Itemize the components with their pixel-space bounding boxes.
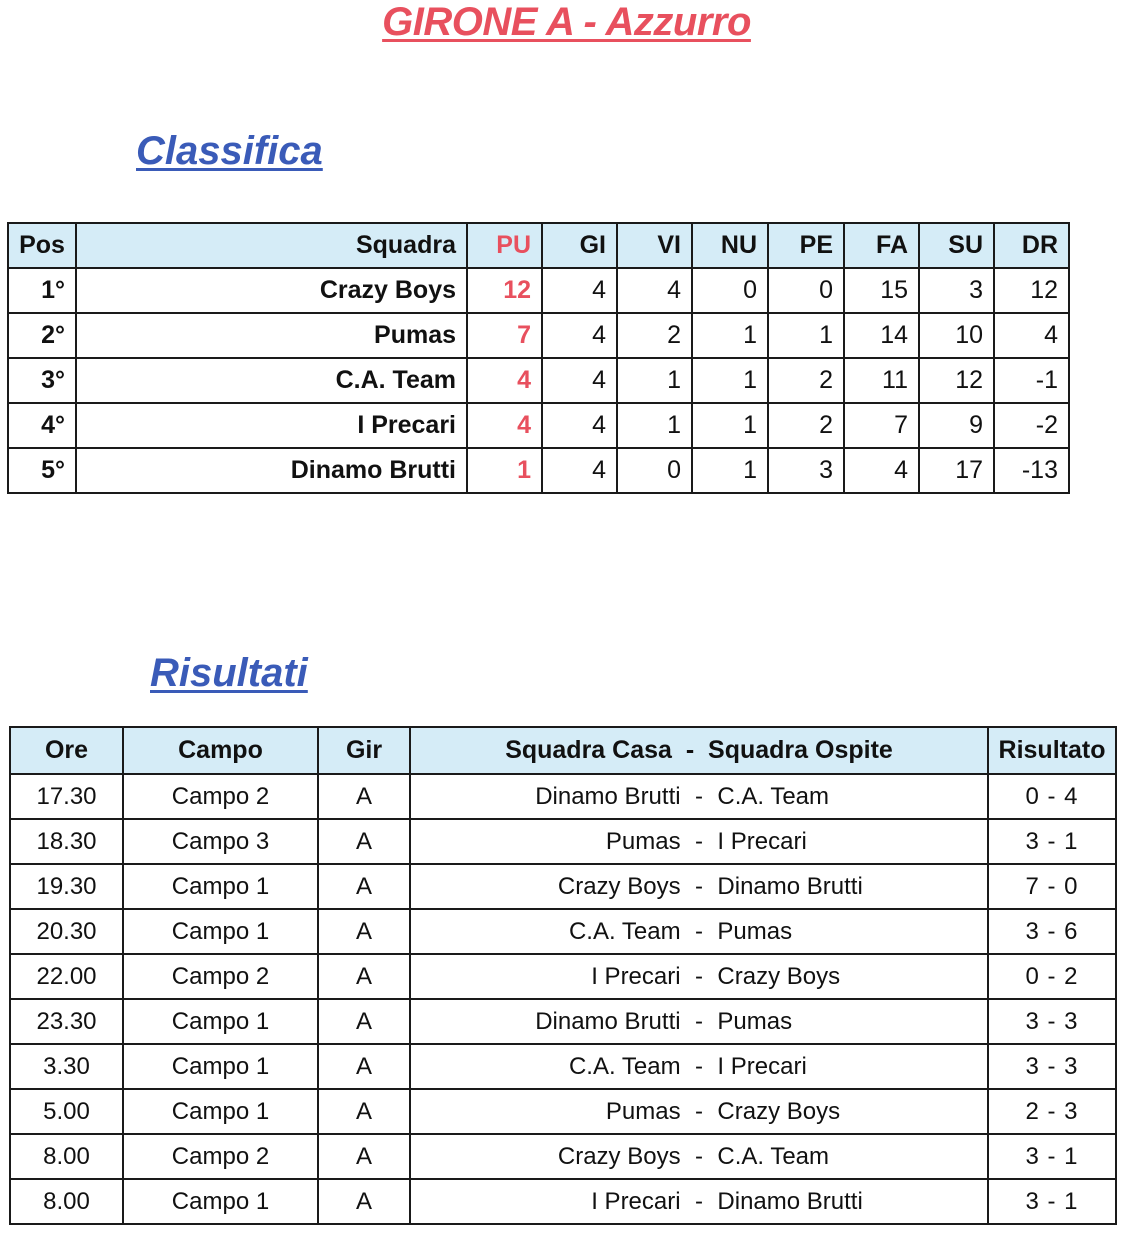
column-header: PE: [768, 223, 844, 268]
match-separator: -: [695, 827, 703, 855]
standings-cell-fa: 14: [844, 313, 919, 358]
column-header: Risultato: [988, 727, 1116, 774]
results-cell-score: 3 - 3: [988, 1044, 1116, 1089]
home-team: C.A. Team: [568, 1052, 681, 1080]
column-header: Ore: [10, 727, 123, 774]
table-row: [8, 268, 1069, 313]
match-separator: -: [695, 1187, 703, 1215]
column-header: SU: [919, 223, 994, 268]
standings-cell-pos: 5°: [8, 448, 76, 493]
standings-cell-team: C.A. Team: [76, 358, 467, 403]
column-header: NU: [692, 223, 768, 268]
results-cell-gir: A: [318, 954, 410, 999]
table-row: [8, 313, 1069, 358]
standings-cell-vi: 2: [617, 313, 692, 358]
standings-cell-pu: 1: [467, 448, 542, 493]
match-separator: -: [695, 1097, 703, 1125]
column-header: GI: [542, 223, 617, 268]
away-team: C.A. Team: [717, 1142, 830, 1170]
table-row: [10, 1134, 1116, 1179]
results-cell-ore: 19.30: [10, 864, 123, 909]
standings-cell-pu: 4: [467, 358, 542, 403]
results-table: [9, 726, 1117, 1225]
standings-cell-pu: 12: [467, 268, 542, 313]
home-team: I Precari: [591, 962, 681, 990]
results-cell-gir: A: [318, 999, 410, 1044]
standings-cell-nu: 1: [692, 403, 768, 448]
standings-cell-dr: 4: [994, 313, 1069, 358]
standings-cell-team: Crazy Boys: [76, 268, 467, 313]
standings-cell-nu: 0: [692, 268, 768, 313]
results-cell-score: 3 - 1: [988, 1134, 1116, 1179]
standings-cell-su: 3: [919, 268, 994, 313]
column-header: Gir: [318, 727, 410, 774]
table-row: [10, 954, 1116, 999]
column-header: DR: [994, 223, 1069, 268]
table-row: [10, 1089, 1116, 1134]
results-cell-match: [410, 774, 988, 819]
results-header-row: [10, 727, 1116, 774]
match-separator: -: [695, 962, 703, 990]
results-cell-ore: 8.00: [10, 1179, 123, 1224]
results-cell-score: 0 - 2: [988, 954, 1116, 999]
standings-cell-team: Dinamo Brutti: [76, 448, 467, 493]
results-cell-score: 3 - 3: [988, 999, 1116, 1044]
standings-cell-gi: 4: [542, 403, 617, 448]
standings-cell-nu: 1: [692, 358, 768, 403]
standings-cell-gi: 4: [542, 313, 617, 358]
home-team: Pumas: [605, 827, 681, 855]
results-cell-match: [410, 1134, 988, 1179]
standings-cell-su: 10: [919, 313, 994, 358]
results-cell-ore: 18.30: [10, 819, 123, 864]
table-row: [8, 448, 1069, 493]
column-header: Squadra: [76, 223, 467, 268]
results-cell-score: 2 - 3: [988, 1089, 1116, 1134]
results-cell-ore: 5.00: [10, 1089, 123, 1134]
results-cell-match: [410, 819, 988, 864]
away-team: Dinamo Brutti: [717, 872, 863, 900]
standings-cell-team: Pumas: [76, 313, 467, 358]
table-row: [10, 864, 1116, 909]
results-cell-ore: 23.30: [10, 999, 123, 1044]
results-cell-gir: A: [318, 1044, 410, 1089]
standings-cell-nu: 1: [692, 448, 768, 493]
results-cell-gir: A: [318, 864, 410, 909]
standings-cell-pu: 4: [467, 403, 542, 448]
table-row: [8, 403, 1069, 448]
home-team: Crazy Boys: [557, 1142, 681, 1170]
standings-cell-pos: 4°: [8, 403, 76, 448]
standings-cell-pos: 1°: [8, 268, 76, 313]
results-cell-gir: A: [318, 1134, 410, 1179]
results-cell-match: [410, 1089, 988, 1134]
home-team: C.A. Team: [568, 917, 681, 945]
standings-cell-fa: 7: [844, 403, 919, 448]
standings-cell-fa: 15: [844, 268, 919, 313]
standings-cell-pe: 3: [768, 448, 844, 493]
table-row: [10, 1179, 1116, 1224]
standings-cell-gi: 4: [542, 358, 617, 403]
results-cell-campo: Campo 1: [123, 864, 318, 909]
column-header: VI: [617, 223, 692, 268]
standings-cell-vi: 0: [617, 448, 692, 493]
results-cell-match: [410, 1179, 988, 1224]
match-separator: -: [695, 872, 703, 900]
results-cell-campo: Campo 1: [123, 1044, 318, 1089]
results-cell-match: [410, 1044, 988, 1089]
standings-title: Classifica: [136, 129, 323, 173]
home-team: Crazy Boys: [557, 872, 681, 900]
table-row: [10, 909, 1116, 954]
match-separator: -: [695, 1007, 703, 1035]
results-cell-ore: 20.30: [10, 909, 123, 954]
column-header: PU: [467, 223, 542, 268]
results-cell-match: [410, 999, 988, 1044]
results-cell-campo: Campo 1: [123, 999, 318, 1044]
results-cell-campo: Campo 1: [123, 909, 318, 954]
results-cell-ore: 8.00: [10, 1134, 123, 1179]
standings-cell-pu: 7: [467, 313, 542, 358]
table-row: [10, 999, 1116, 1044]
results-cell-ore: 17.30: [10, 774, 123, 819]
standings-cell-nu: 1: [692, 313, 768, 358]
standings-cell-dr: -13: [994, 448, 1069, 493]
match-separator: -: [695, 1142, 703, 1170]
results-cell-match: [410, 909, 988, 954]
home-team: Dinamo Brutti: [535, 782, 681, 810]
match-separator: -: [695, 1052, 703, 1080]
standings-cell-pe: 0: [768, 268, 844, 313]
standings-cell-su: 12: [919, 358, 994, 403]
standings-cell-pos: 3°: [8, 358, 76, 403]
home-team: I Precari: [591, 1187, 681, 1215]
results-cell-campo: Campo 2: [123, 774, 318, 819]
results-cell-campo: Campo 1: [123, 1179, 318, 1224]
results-title: Risultati: [150, 651, 308, 695]
standings-cell-dr: -2: [994, 403, 1069, 448]
results-cell-ore: 22.00: [10, 954, 123, 999]
results-cell-match: [410, 954, 988, 999]
column-header: Squadra Casa - Squadra Ospite: [410, 727, 988, 774]
away-team: Pumas: [717, 1007, 793, 1035]
standings-cell-fa: 4: [844, 448, 919, 493]
away-team: Crazy Boys: [717, 962, 841, 990]
results-cell-campo: Campo 2: [123, 1134, 318, 1179]
results-cell-campo: Campo 3: [123, 819, 318, 864]
column-header: Pos: [8, 223, 76, 268]
results-cell-score: 3 - 1: [988, 819, 1116, 864]
away-team: Dinamo Brutti: [717, 1187, 863, 1215]
standings-table: [7, 222, 1070, 494]
away-team: Crazy Boys: [717, 1097, 841, 1125]
results-cell-gir: A: [318, 909, 410, 954]
standings-cell-su: 9: [919, 403, 994, 448]
away-team: Pumas: [717, 917, 793, 945]
away-team: I Precari: [717, 827, 807, 855]
results-cell-gir: A: [318, 774, 410, 819]
results-cell-score: 3 - 6: [988, 909, 1116, 954]
standings-cell-vi: 1: [617, 403, 692, 448]
match-separator: -: [695, 917, 703, 945]
page-title: GIRONE A - Azzurro: [382, 0, 751, 44]
results-cell-score: 0 - 4: [988, 774, 1116, 819]
standings-cell-pe: 2: [768, 358, 844, 403]
standings-cell-pe: 2: [768, 403, 844, 448]
standings-header-row: [8, 223, 1069, 268]
standings-cell-pos: 2°: [8, 313, 76, 358]
away-team: I Precari: [717, 1052, 807, 1080]
results-cell-gir: A: [318, 1089, 410, 1134]
table-row: [10, 819, 1116, 864]
match-separator: -: [695, 782, 703, 810]
standings-cell-gi: 4: [542, 268, 617, 313]
standings-cell-team: I Precari: [76, 403, 467, 448]
column-header: Campo: [123, 727, 318, 774]
results-cell-gir: A: [318, 1179, 410, 1224]
home-team: Pumas: [605, 1097, 681, 1125]
results-cell-score: 3 - 1: [988, 1179, 1116, 1224]
standings-cell-vi: 4: [617, 268, 692, 313]
standings-cell-dr: 12: [994, 268, 1069, 313]
results-cell-ore: 3.30: [10, 1044, 123, 1089]
standings-cell-pe: 1: [768, 313, 844, 358]
results-cell-match: [410, 864, 988, 909]
table-row: [8, 358, 1069, 403]
table-row: [10, 1044, 1116, 1089]
results-cell-gir: A: [318, 819, 410, 864]
home-team: Dinamo Brutti: [535, 1007, 681, 1035]
standings-cell-gi: 4: [542, 448, 617, 493]
results-cell-campo: Campo 1: [123, 1089, 318, 1134]
away-team: C.A. Team: [717, 782, 830, 810]
standings-cell-dr: -1: [994, 358, 1069, 403]
standings-cell-fa: 11: [844, 358, 919, 403]
standings-cell-vi: 1: [617, 358, 692, 403]
column-header: FA: [844, 223, 919, 268]
results-cell-campo: Campo 2: [123, 954, 318, 999]
table-row: [10, 774, 1116, 819]
results-cell-score: 7 - 0: [988, 864, 1116, 909]
standings-cell-su: 17: [919, 448, 994, 493]
